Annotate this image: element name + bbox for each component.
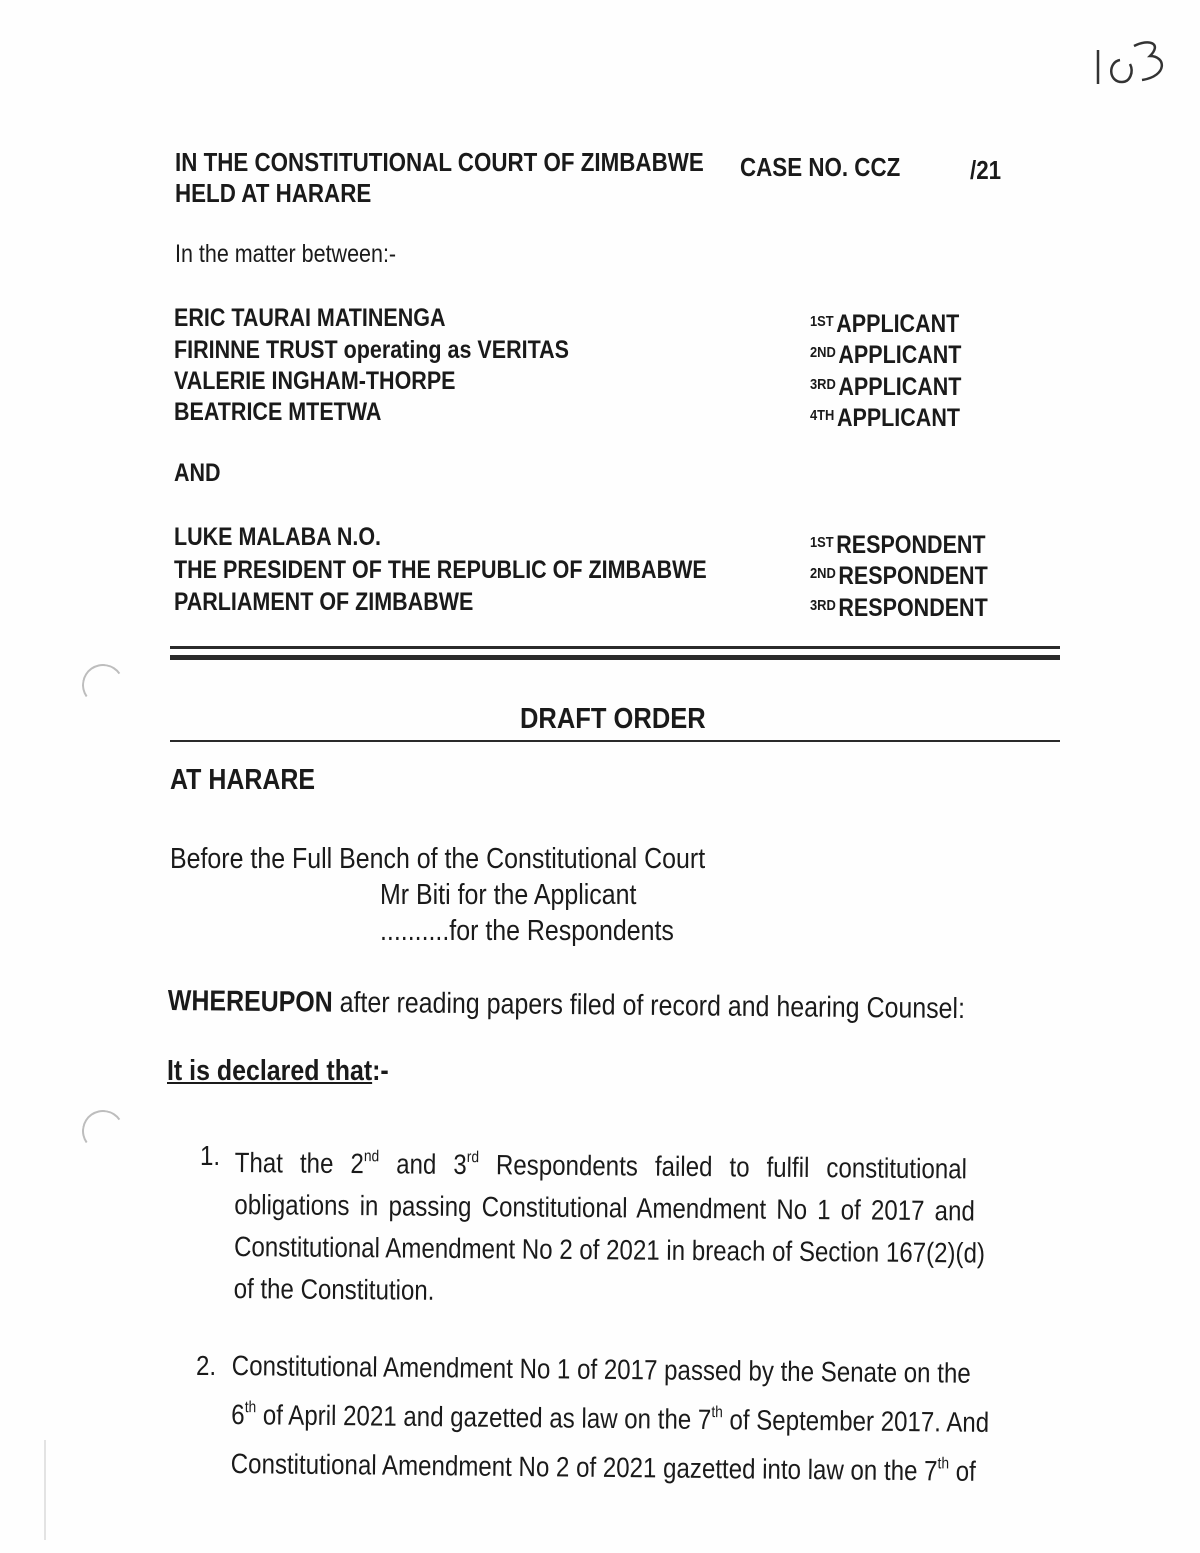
case-number-label: CASE NO. CCZ [740, 152, 901, 182]
paragraph-line: Constitutional Amendment No 2 of 2021 gazetted into law on the 7th of [230, 1447, 976, 1487]
punch-hole [79, 1107, 128, 1156]
respondent-role: $^{1ST}$ RESPONDENT [810, 531, 986, 559]
held-at: HELD AT HARARE [175, 178, 372, 208]
respondent-name: PARLIAMENT OF ZIMBABWE [174, 588, 474, 616]
declaration-heading: It is declared that:- [167, 1055, 389, 1087]
paragraph-line: obligations in passing Constitutional Amendment No 1 of 2017 and [234, 1188, 975, 1227]
case-number-suffix: /21 [970, 155, 1002, 185]
respondent-name: THE PRESIDENT OF THE REPUBLIC OF ZIMBABWE [174, 556, 707, 584]
list-item-number: 1. [200, 1140, 221, 1171]
scan-edge-mark [44, 1440, 46, 1540]
title-underline-rule [170, 740, 1060, 742]
applicant-role: $^{4TH}$ APPLICANT [810, 404, 960, 432]
list-item [231, 1345, 1114, 1494]
respondent-name: LUKE MALABA N.O. [174, 523, 382, 551]
applicant-name: BEATRICE MTETWA [174, 398, 382, 426]
divider-rule [170, 646, 1060, 649]
and-separator: AND [174, 459, 221, 487]
list-item [233, 1135, 1108, 1318]
at-harare-heading: AT HARARE [170, 764, 316, 796]
paragraph-line: Constitutional Amendment No 1 of 2017 passed by the Senate on the [231, 1349, 971, 1389]
applicant-name: VALERIE INGHAM-THORPE [174, 367, 456, 395]
applicant-role: $^{1ST}$ APPLICANT [810, 310, 960, 338]
applicant-role: $^{3RD}$ APPLICANT [810, 373, 962, 401]
respondent-role: $^{2ND}$ RESPONDENT [810, 562, 988, 590]
whereupon-clause: WHEREUPON after reading papers filed of record and hearing Counsel: [167, 985, 966, 1026]
list-item-number: 2. [196, 1350, 217, 1381]
paragraph-line: of the Constitution. [233, 1272, 435, 1306]
applicant-role: $^{2ND}$ APPLICANT [810, 341, 962, 369]
court-name: IN THE CONSTITUTIONAL COURT OF ZIMBABWE [175, 147, 704, 177]
document-title: DRAFT ORDER [520, 703, 706, 735]
bench-line: Before the Full Bench of the Constitutional Court [170, 843, 706, 875]
applicant-name: FIRINNE TRUST operating as VERITAS [174, 336, 570, 364]
punch-hole [79, 661, 128, 710]
paragraph-line: Constitutional Amendment No 2 of 2021 in breach of Section 167(2)(d) [233, 1230, 986, 1269]
paragraph-line: That the 2nd and 3rd Respondents failed to fulfil constitutional [234, 1146, 968, 1185]
divider-rule [170, 655, 1060, 660]
matter-between: In the matter between:- [175, 240, 397, 268]
applicant-counsel: Mr Biti for the Applicant [380, 879, 637, 911]
respondent-counsel: ..........for the Respondents [380, 915, 674, 947]
applicant-name: ERIC TAURAI MATINENGA [174, 304, 446, 332]
paragraph-line: 6th of April 2021 and gazetted as law on the 7th of September 2017. And [231, 1398, 990, 1438]
handwritten-page-number [1090, 36, 1170, 88]
respondent-role: $^{3RD}$ RESPONDENT [810, 594, 988, 622]
